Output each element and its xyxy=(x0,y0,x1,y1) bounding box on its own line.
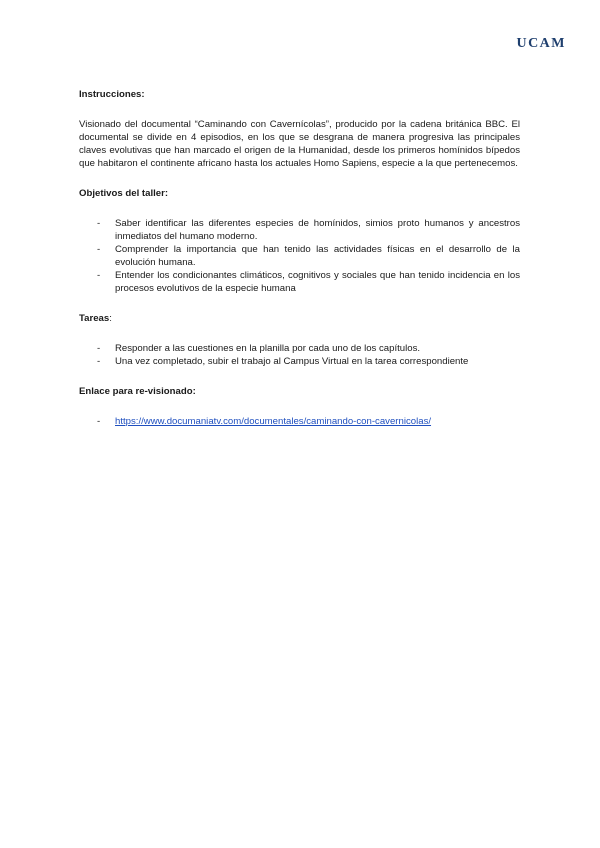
ucam-logo: UCAM xyxy=(516,36,566,51)
enlace-list xyxy=(79,415,520,428)
list-item xyxy=(79,217,520,243)
instrucciones-heading: Instrucciones: xyxy=(79,89,145,100)
tareas-heading: Tareas xyxy=(79,313,110,324)
objetivos-heading: Objetivos del taller: xyxy=(79,188,169,199)
list-item xyxy=(79,355,520,368)
list-item xyxy=(79,342,520,355)
list-item xyxy=(79,415,520,428)
objetivos-list xyxy=(79,217,520,295)
list-item xyxy=(79,269,520,295)
bullet-dash: - xyxy=(97,416,101,427)
bullet-dash: - xyxy=(97,343,101,354)
tarea-text: Una vez completado, subir el trabajo al Campus Virtual en la tarea correspondiente xyxy=(115,356,469,367)
list-item xyxy=(79,243,520,269)
bullet-dash: - xyxy=(97,244,101,255)
tarea-text: Responder a las cuestiones en la planilla por cada uno de los capítulos. xyxy=(115,343,421,354)
document-body xyxy=(79,88,520,428)
tareas-heading-line xyxy=(79,312,520,325)
enlace-heading: Enlace para re-visionado: xyxy=(79,386,196,397)
objetivo-text: Entender los condicionantes climáticos, cognitivos y sociales que han tenido incidencia en los procesos evolutivos de la especie humana xyxy=(115,270,520,294)
objetivo-text: Saber identificar las diferentes especies de homínidos, simios proto humanos y ancestros inmediatos del humano moderno. xyxy=(115,218,520,242)
tareas-list xyxy=(79,342,520,368)
instrucciones-text: Visionado del documental “Caminando con Cavernícolas”, producido por la cadena británica BBC. El documental se divide en 4 episodios, en los que se desgrana de manera progresiva las principales claves evolutivas que han marcado el origen de la Humanidad, desde los primeros homínidos bípedos que habitaron el continente africano hasta los actuales Homo Sapiens, especie a la que pertenecemos. xyxy=(79,119,520,169)
bullet-dash: - xyxy=(97,270,101,281)
bullet-dash: - xyxy=(97,356,101,367)
documentary-link[interactable]: https://www.documaniatv.com/documentales/caminando-con-cavernicolas/ xyxy=(115,416,432,427)
objetivo-text: Comprender la importancia que han tenido las actividades físicas en el desarrollo de la evolución humana. xyxy=(115,244,520,268)
bullet-dash: - xyxy=(97,218,101,229)
tareas-heading-colon: : xyxy=(109,313,112,324)
